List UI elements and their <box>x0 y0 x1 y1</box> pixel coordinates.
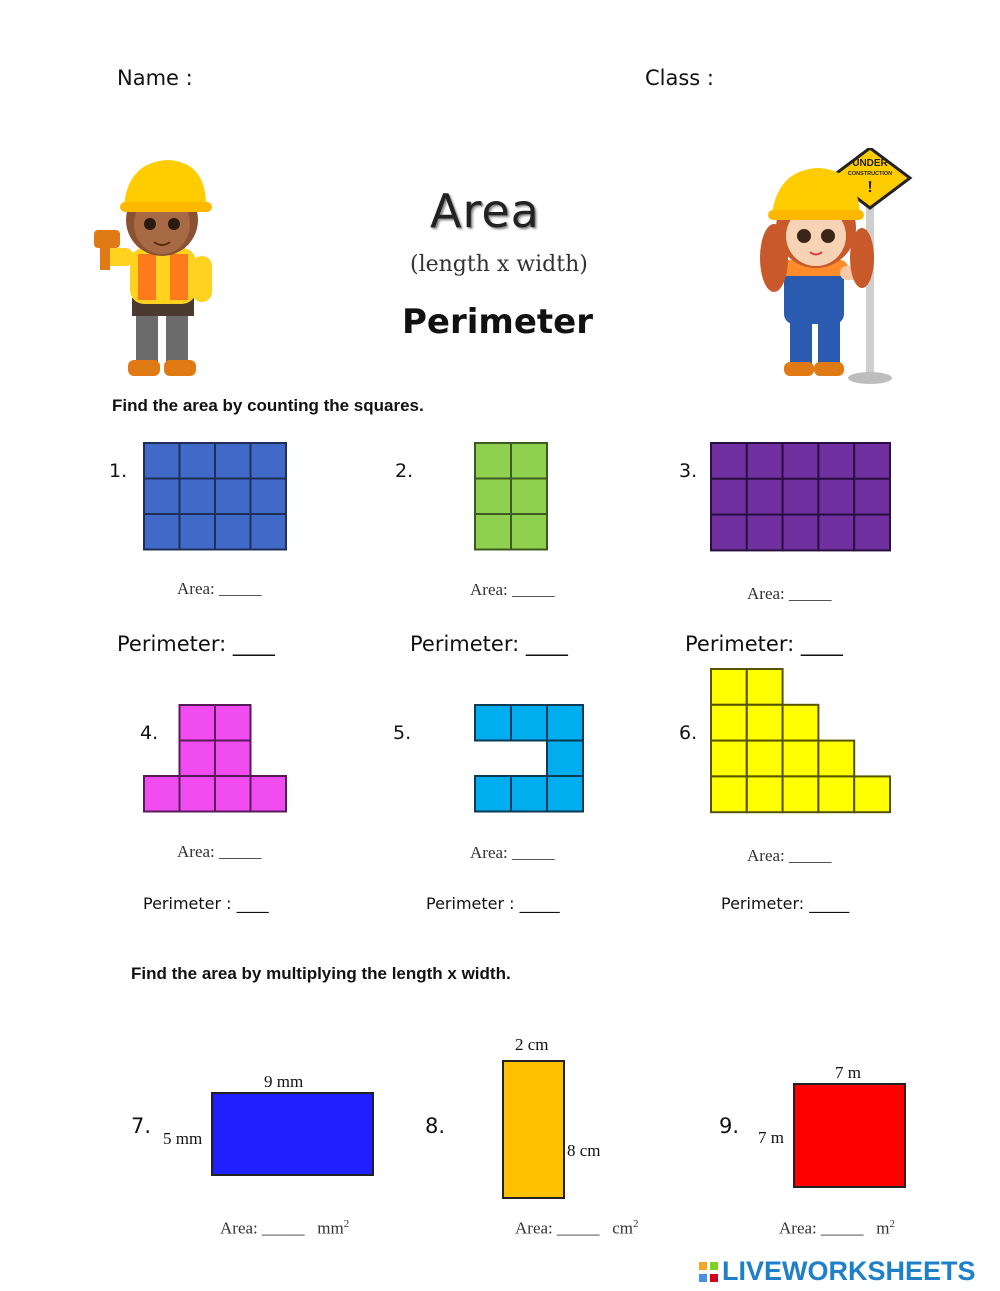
problem-number-7: 7. <box>131 1114 152 1138</box>
unit-power-7: 2 <box>343 1218 350 1230</box>
perimeter-label-2: Perimeter: ____ <box>410 632 568 656</box>
problem-number-3: 3. <box>679 460 698 482</box>
perimeter-title: Perimeter <box>402 302 593 342</box>
name-label: Name : <box>117 66 193 90</box>
liveworksheets-logo <box>698 1256 976 1287</box>
perimeter-label-4: Perimeter : ____ <box>143 894 269 913</box>
area-label-5: Area: _____ <box>470 843 555 862</box>
length-label-7: 9 mm <box>264 1072 304 1091</box>
unit-power-8: 2 <box>633 1218 639 1230</box>
area-answer-8 <box>515 1218 639 1239</box>
problem-number-1: 1. <box>109 460 128 482</box>
sign-text-exclaim: ! <box>867 179 873 196</box>
width-label-8: 2 cm <box>515 1035 549 1054</box>
problem-number-6: 6. <box>679 722 698 744</box>
area-label-3: Area: _____ <box>747 584 832 603</box>
area-label-7: Area: _____ <box>220 1218 305 1238</box>
problem-number-4: 4. <box>140 722 159 744</box>
problem-number-9: 9. <box>719 1114 740 1138</box>
length-label-8: 8 cm <box>567 1141 601 1160</box>
grid-shape-4 <box>143 704 288 814</box>
area-label-8: Area: _____ <box>515 1218 600 1238</box>
area-label-1: Area: _____ <box>177 579 262 598</box>
grid-shape-2 <box>474 442 548 551</box>
problem-number-8: 8. <box>425 1114 446 1138</box>
girl-worker-illustration <box>748 148 918 388</box>
unit-label-8: cm <box>612 1218 634 1238</box>
area-title: Area <box>430 184 540 238</box>
unit-label-9: m <box>876 1218 890 1238</box>
rectangle-9 <box>793 1083 906 1188</box>
logo-text: LIVEWORKSHEETS <box>722 1256 976 1286</box>
rectangle-8 <box>502 1060 565 1199</box>
grid-shape-1 <box>143 442 288 551</box>
length-label-9: 7 m <box>835 1063 861 1082</box>
boy-worker-illustration <box>84 148 244 386</box>
section2-instruction: Find the area by multiplying the length x width. <box>131 964 511 983</box>
perimeter-label-3: Perimeter: ____ <box>685 632 843 656</box>
problem-number-2: 2. <box>395 460 414 482</box>
width-label-7: 5 mm <box>163 1129 203 1148</box>
unit-power-9: 2 <box>889 1218 895 1230</box>
rectangle-7 <box>211 1092 374 1176</box>
perimeter-label-6: Perimeter: _____ <box>721 894 850 913</box>
area-answer-7 <box>220 1218 349 1239</box>
grid-shape-3 <box>710 442 891 552</box>
sign-text-construction: CONSTRUCTION <box>847 171 893 177</box>
area-label-6: Area: _____ <box>747 846 832 865</box>
area-formula: (length x width) <box>410 252 588 277</box>
grid-shape-6 <box>710 668 892 814</box>
area-answer-9 <box>779 1218 895 1239</box>
perimeter-label-5: Perimeter : _____ <box>426 894 560 913</box>
sign-text-under: UNDER <box>852 158 888 169</box>
unit-label-7: mm <box>317 1218 344 1238</box>
problem-number-5: 5. <box>393 722 412 744</box>
perimeter-label-1: Perimeter: ____ <box>117 632 275 656</box>
area-label-2: Area: _____ <box>470 580 555 599</box>
grid-shape-5 <box>474 704 584 814</box>
logo-badge-icon <box>698 1261 718 1283</box>
class-label: Class : <box>645 66 714 90</box>
area-label-4: Area: _____ <box>177 842 262 861</box>
width-label-9: 7 m <box>758 1128 784 1147</box>
section1-instruction: Find the area by counting the squares. <box>112 396 424 415</box>
area-label-9: Area: _____ <box>779 1218 864 1238</box>
